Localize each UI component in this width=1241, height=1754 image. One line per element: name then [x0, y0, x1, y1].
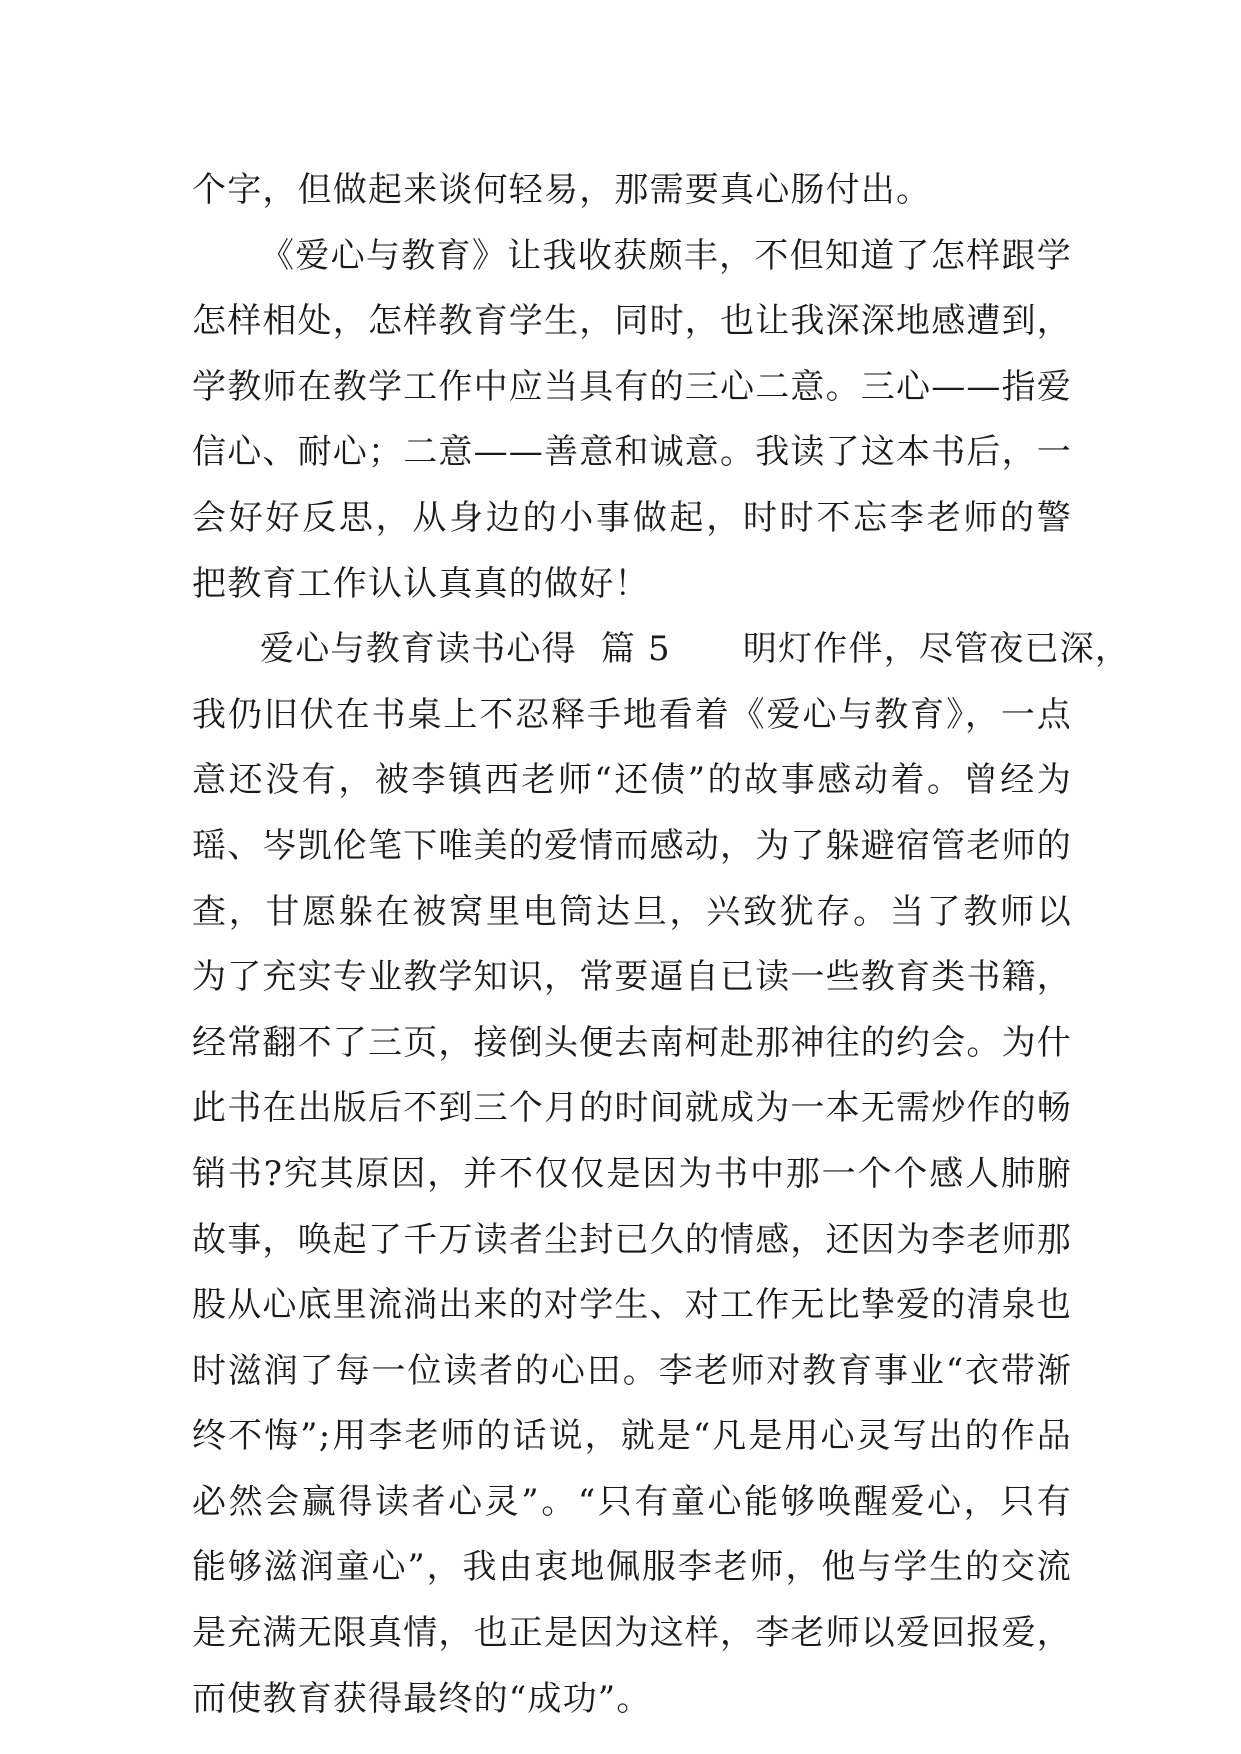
text-line: 学教师在教学工作中应当具有的三心二意。三心——指爱	[192, 366, 1072, 407]
section-heading-line: 爱心与教育读书心得 篇 5 明灯作伴，尽管夜已深，	[260, 629, 1131, 670]
text-line: 把教育工作认认真真的做好！	[192, 563, 650, 604]
text-line: 股从心底里流淌出来的对学生、对工作无比挚爱的清泉也	[192, 1285, 1072, 1326]
text-line: 而使教育获得最终的“成功”。	[192, 1678, 652, 1719]
text-line: 时滋润了每一位读者的心田。李老师对教育事业“衣带渐	[192, 1350, 1072, 1391]
text-line: 个字，但做起来谈何轻易，那需要真心肠付出。	[192, 170, 932, 210]
text-line: 为了充实专业教学知识，常要逼自已读一些教育类书籍，	[192, 957, 1072, 998]
text-line: 查，甘愿躲在被窝里电筒达旦，兴致犹存。当了教师以	[192, 891, 1072, 932]
text-line: 此书在出版后不到三个月的时间就成为一本无需炒作的畅	[192, 1088, 1072, 1129]
body-text	[192, 158, 1131, 1732]
text-line: 终不悔”;用李老师的话说，就是“凡是用心灵写出的作品	[192, 1416, 1072, 1457]
text-line: 信心、耐心；二意——善意和诚意。我读了这本书后，一	[192, 432, 1072, 473]
text-line: 怎样相处，怎样教育学生，同时，也让我深深地感遭到，	[192, 301, 1072, 342]
text-line: 经常翻不了三页，接倒头便去南柯赴那神往的约会。为什	[192, 1022, 1072, 1063]
text-line: 必然会赢得读者心灵”。“只有童心能够唤醒爱心，只有	[192, 1481, 1072, 1522]
text-line: 销书?究其原因，并不仅仅是因为书中那一个个感人肺腑	[192, 1153, 1072, 1194]
text-line: 瑶、岑凯伦笔下唯美的爱情而感动，为了躲避宿管老师的	[192, 825, 1072, 866]
text-line: 能够滋润童心”，我由衷地佩服李老师，他与学生的交流	[192, 1547, 1072, 1588]
paragraph-start-line: 《爱心与教育》让我收获颇丰，不但知道了怎样跟学	[260, 235, 1072, 276]
text-line: 意还没有，被李镇西老师“还债”的故事感动着。曾经为	[192, 760, 1072, 801]
text-line: 我仍旧伏在书桌上不忍释手地看着《爱心与教育》，一点	[192, 694, 1072, 735]
text-line: 会好好反思，从身边的小事做起，时时不忘李老师的警	[192, 497, 1072, 538]
text-line: 是充满无限真情，也正是因为这样，李老师以爱回报爱，	[192, 1613, 1072, 1654]
text-line: 故事，唤起了千万读者尘封已久的情感，还因为李老师那	[192, 1219, 1072, 1260]
